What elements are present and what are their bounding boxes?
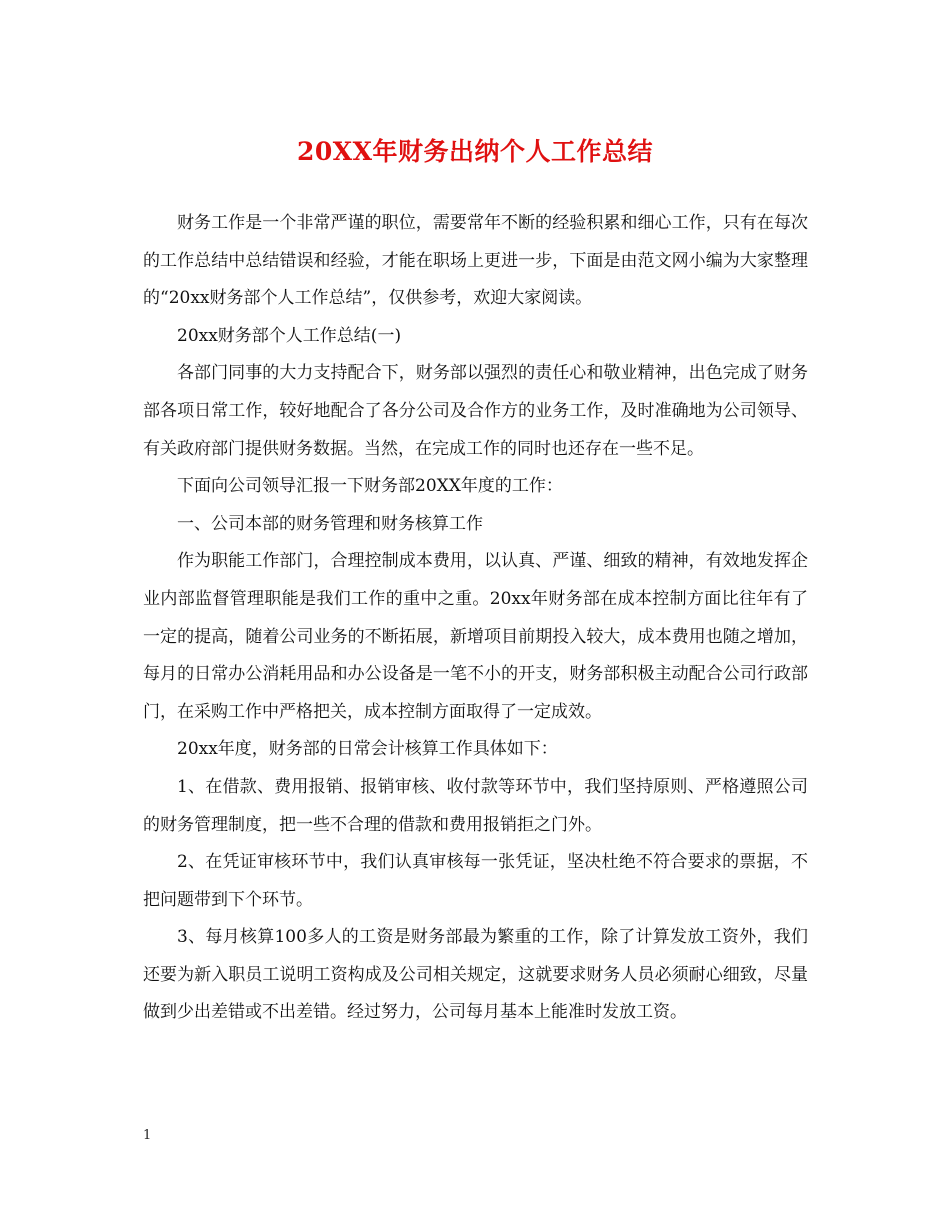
paragraph-report-intro: 下面向公司领导汇报一下财务部20XX年度的工作： — [177, 476, 563, 497]
paragraph-part-one-heading: 一、公司本部的财务管理和财务核算工作 — [177, 513, 483, 534]
paragraph-section-heading: 20xx财务部个人工作总结(一) — [177, 325, 402, 346]
document-body — [143, 205, 808, 1032]
paragraph-item-1: 1、在借款、费用报销、报销审核、收付款等环节中，我们坚持原则、严格遵照公司的财务管理制度，把一些不合理的借款和费用报销拒之门外。 — [143, 776, 808, 835]
paragraph-department-summary: 各部门同事的大力支持配合下，财务部以强烈的责任心和敬业精神，出色完成了财务部各项日常工作，较好地配合了各分公司及合作方的业务工作，及时准确地为公司领导、有关政府部门提供财务数据。当然，在完成工作的同时也还存在一些不足。 — [143, 363, 808, 459]
paragraph-intro: 财务工作是一个非常严谨的职位，需要常年不断的经验积累和细心工作，只有在每次的工作总结中总结错误和经验，才能在职场上更进一步，下面是由范文网小编为大家整理的“20xx财务部个人工作总结”，仅供参考，欢迎大家阅读。 — [143, 213, 808, 309]
paragraph-item-2: 2、在凭证审核环节中，我们认真审核每一张凭证，坚决杜绝不符合要求的票据，不把问题带到下个环节。 — [143, 852, 808, 910]
paragraph-cost-control: 作为职能工作部门，合理控制成本费用，以认真、严谨、细致的精神，有效地发挥企业内部监督管理职能是我们工作的重中之重。20xx年财务部在成本控制方面比往年有了一定的提高，随着公司业务的不断拓展，新增项目前期投入较大，成本费用也随之增加，每月的日常办公消耗用品和办公设备是一笔不小的开支，财务部积极主动配合公司行政部门，在采购工作中严格把关，成本控制方面取得了一定成效。 — [143, 551, 808, 722]
paragraph-item-3: 3、每月核算100多人的工资是财务部最为繁重的工作，除了计算发放工资外，我们还要为新入职员工说明工资构成及公司相关规定，这就要求财务人员必须耐心细致，尽量做到少出差错或不出差错。经过努力，公司每月基本上能准时发放工资。 — [143, 927, 808, 1023]
document-title: 20XX年财务出纳个人工作总结 — [296, 137, 654, 166]
page-number: 1 — [143, 1128, 152, 1143]
paragraph-accounting-intro: 20xx年度，财务部的日常会计核算工作具体如下： — [177, 739, 558, 760]
